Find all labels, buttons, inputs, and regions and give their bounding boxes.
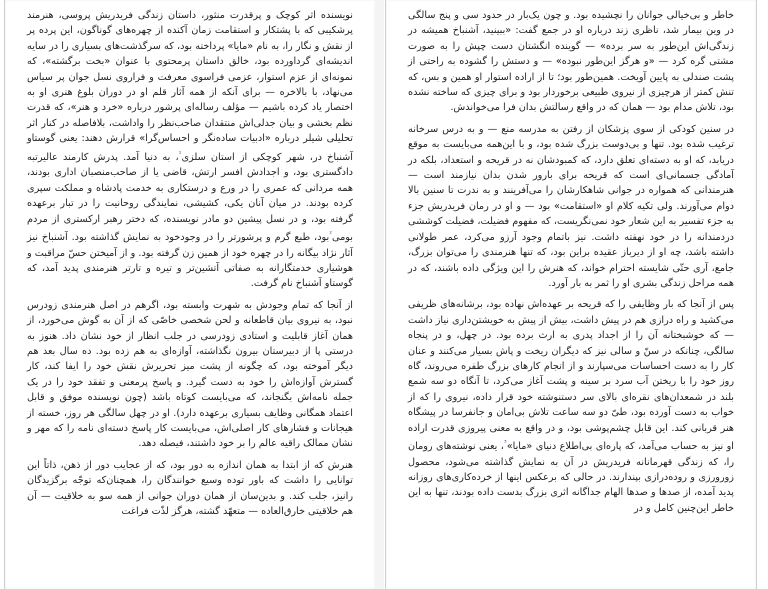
page-right [385, 0, 757, 589]
paragraph-text: نویسنده اثر کوچک و پرقدرت منثور، داستان زندگی فریدریش پروسی، هنرمند پرشکیبی که با پشتکار و استقامت زمان آکنده از چهره‌های گوناگون، این پرده پر از نقش و نگار را، به نام «مایا» پرداخته بود، که سرگذشت‌های بسیاری را در سایه اندیشه‌ای گرداورده بود، خالق داستان پرمحتوی با عنوان «بخت برگشته»، که نمونه‌ای از عزم استوار، عزمی فراسوی معرفت و فراروی نسل جوان پر سیاس می‌نهاد، با بالاخره — برای آنکه از همه آثار قلم او در دوران بلوغ هنری او به اختصار یاد کرده باشیم — مؤلف رساله‌ای پرشور درباره «خرد و هنر»، که قدرت نظم بخشی و بیان جدلی‌اش منتقدان صاحب‌نظر را واداشت، بلافاصله در کنار اثر تحلیلی شیلر درباره «ادبیات ساده‌نگر و احساس‌گرا» قرارش دهند: یعنی گوستاو آشنباخ در، شهر کوچکی از استان سلزی [27, 10, 353, 163]
paragraph-text: ، به دنیا آمد. پدرش کارمند عالیرتبه دادگستری بود، و اجدادش افسر ارتش، قاضی یا از صاحب‌منصبان اداری بودند، همه مردانی که عمری را در ورع و درستکاری به خدمت پادشاه و مملکت سپری کرده بودند. در میان آنان یکی، کشیشی، نمایندگی روحانیت را در تبار برعهده گرفته بود، و در نسل پیشین دو مادر نویسنده، که دختر رهبر ارکستری از مردم بومی [27, 151, 353, 244]
paragraph [27, 8, 353, 292]
paragraph: خاطر و بی‌خیالی جوانان را نچشیده بود. و چون یک‌بار در حدود سی و پنج سالگی در وین بیمار شد، ناظری زند درباره او در جمع گفت: «ببینید، آشنباخ همیشه در زندگی‌اش این‌طور به سر برده» — گوینده انگشتان دست چپش را به صورت مشتی گره کرد — «و هرگز این‌طور نبوده» — و دستش را گشوده به راحتی از پشت صندلی به پایین آویخت. همین‌طور بود؛ تا از اراده استوار او همین و بس، که تنش کمتر از هرچیزی از نیروی طبیعی برخوردار بود و برای چیزی که ساخته نشده بود، تلاش مدام بود — همان که در واقع رسالتش بدان فرا می‌خواندش. [408, 10, 734, 114]
paragraph: در سنین کودکی از سوی پزشکان از رفتن به مدرسه منع — و به درس سرخانه ترغیب شده بود. تنها و بی‌دوست بزرگ شده بود، و با این‌همه می‌بایست به موقع دریابد، که او به دسته‌ای تعلق دارد، که کمبودشان نه در قریحه و استعداد، بلکه در آمادگی جسمانی‌ای است که قریحه برای بارور شدن بدان نیازمند است — هنرمندانی که همواره در جوانی شاهکارشان را می‌آفرینند و به ندرت تا سنین بالا دوام می‌آورند. ولی تکیه کلام او «استقامت» بود — و او در رمان فریدریش جزء به جزء تفسیر به این شعار خود نمی‌نگریست، که مفهوم فضیلت، فضیلت کوششی دردمندانه را در خود نهفته داشت. نیز باتمام وجود آرزو می‌کرد، عمر طولانی داشته باشد، چه او از دیرباز عقیده براین بود، که تنها هنرمندی را می‌توان بزرگ، جامع، آری حتّی شایسته احترام خواند، که هنرش را این ویژگی داده باشند، که در همه مراحل زندگی بشری او را ثمر به بار آورد. [408, 123, 734, 289]
book-gutter [375, 0, 384, 589]
paragraph-text: پس از آنجا که بار وظایفی را که قریحه بر عهده‌اش نهاده بود، برشانه‌های ظریفی می‌کشید و راه درازی هم در پیش داشت، بیش از پیش به خویشتن‌داری نیاز داشت — که خوشبختانه آن را از اجداد پدری به ارث برده بود. در چهل، و در پنجاه سالگی، چنانکه در سنّ و سالی نیز که دیگران ریخت و پاش بسیار می‌کنند و عنان کار را به دست احساسات می‌سپارند و از انجام کارهای بزرگ طفره می‌روند، گاه روز خود را با ریختن آب سرد بر سینه و پشت آغاز می‌کرد، تا آنگاه دو سه شمع بلند در شمعدان‌های نقره‌ای بالای سر دستنوشته خود قرار داده، نیروی را که از خواب به دست آورده بود، طیّ دو سه ساعت تلاش بی‌امان و جانفرسا در پیشگاه هنر قربانی کند. این قابل چشم‌پوشی بود، و در واقع به معنی پیروزی قدرت اراده او نیز به حساب می‌آمد، که پاره‌ای بی‌اطلاع دنیای «مایا» [408, 299, 734, 453]
page-right-text [408, 8, 734, 519]
paragraph [408, 297, 734, 516]
page-left-text [27, 8, 353, 522]
footnote-mark[interactable]: ³ [503, 438, 507, 447]
paragraph-text: ، یعنی نوشته‌های رومان را، که زندگی قهرمانانه فریدریش در آن به نمایش گذاشته می‌شود، محصول زورورزی و روده‌درازی بپندارند. در حالی که برعکس اینها از خرده‌کاری‌های روزانه پدید آمده، از صدها و صدها الهام جداگانه اثری بزرگ بدست داده بودند، تنها به این خاطر این‌چنین کامل و در [408, 441, 734, 514]
paragraph: هنرش که از ابتدا به همان اندازه به دور بود، که از عجایب دور از ذهن، ذاتاً این توانایی را داشت که باور توده وسیع خوانندگان را، همچنان‌که توجّه برگزیدگان رانیز، جلب کند. و بدین‌سان از همان دوران جوانی از همه سو به خلاقیت — آن هم خلاقیتی خارق‌العاده — متعهّد گشته، هرگز لذّت فراغت [27, 459, 353, 518]
page-left [4, 0, 376, 589]
paragraph-text: بود، طبع گرم و پرشورتر را در وجودخود به نمایش گذاشته بود. آشنباخ نیز آثار نژاد بیگانه را در چهره خود از همین زن گرفته بود. و از آمیختن حسّ مراقبت و هوشیاری خدمتگارانه به صفاتی آتشین‌تر و تیره و تارتر هنرمندی پدید آمد، که گوستاو آشنباخ نام گرفت. [27, 232, 353, 290]
paragraph: از آنجا که تمام وجودش به شهرت وابسته بود، اگرهم در اصل هنرمندی زودرس نبود، به نیروی بیان قاطعانه و لحن شخصی خاصّی که از آن به گوش می‌خورد، از همان آغاز قابلیت و استادی زودرسی در جلب انظار از خود نشان داد. هنوز به درستی پا از دبیرستان بیرون نگذاشته، آوازه‌ای به هم زده بود. ده سال بعد هم دیگر آموخته بود، که چگونه از پشت میز تحریرش نقش خود را ایفا کند، کار گسترش آوازه‌اش را خود به دست گیرد. و پاسخ پرمعنی و تفقد خود را در یک جمله نامه‌اش بگنجاند، که می‌بایست کوتاه باشد (چون نویسنده موفق و قابل اعتماد همگانی وظایف بسیاری برعهده دارد). او در چهل سالگی هر روز، خسته از هیجانات و فشارهای کار اصلی‌اش، می‌بایست کار پاسخ دسته‌ای نامه را که مهر و نشان ممالک راقیه عالم را بر خود داشتند، فیصله دهد. [27, 299, 353, 450]
footnote-mark[interactable]: ¹ [178, 149, 182, 158]
footnote-mark[interactable]: ² [329, 229, 333, 238]
